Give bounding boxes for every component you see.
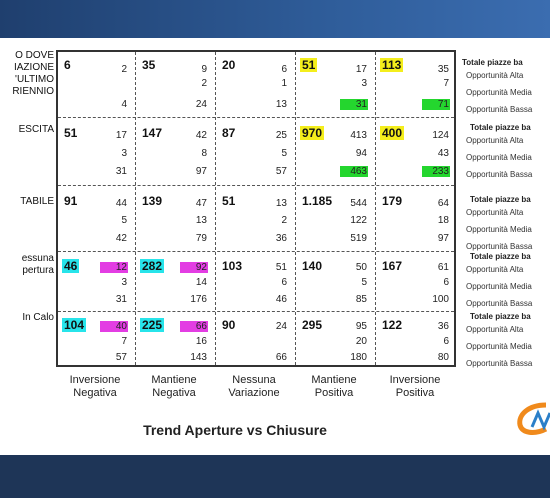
row-label-line: In Calo [22,312,54,323]
cell-opportunity-high: 17 [355,63,367,75]
column-label-4 [294,374,374,400]
cell-opportunity-low: 31 [115,294,127,305]
cell-opportunity-high: 92 [180,262,208,273]
orange-swoosh-logo-icon [516,401,550,437]
cell-opportunity-high: 40 [100,321,128,332]
cell-opportunity-low: 57 [275,166,287,178]
side-legend-heading: Totale piazze ba [470,312,531,321]
side-legend-item: Opportunità Media [466,153,532,162]
row-divider [58,251,454,252]
column-label-2 [134,374,214,400]
cell-opportunity-low: 176 [190,294,207,305]
row-label-2 [0,124,54,136]
side-legend-item: Opportunità Media [466,342,532,351]
cell-opportunity-mid: 5 [281,148,287,160]
cell-opportunity-low: 79 [195,232,207,244]
cell-total: 46 [64,259,78,273]
cell-opportunity-mid: 1 [281,77,287,89]
side-legend-item: Opportunità Media [466,282,532,291]
column-label-line: Positiva [314,387,354,399]
side-legend-heading: Totale piazze ba [470,252,531,261]
column-label-5 [375,374,455,400]
cell-opportunity-mid: 6 [443,335,449,347]
row-divider [58,185,454,186]
cell-total: 91 [64,194,78,208]
cell-opportunity-low: 57 [115,351,127,363]
cell-total: 6 [64,58,71,72]
side-legend-heading: Totale piazze ba [470,195,531,204]
cell-opportunity-low: 233 [422,166,450,177]
cell-opportunity-high: 66 [180,321,208,332]
cell-total: 51 [302,58,316,72]
side-legend-item: Opportunità Alta [466,325,524,334]
cell-opportunity-high: 51 [275,262,287,274]
side-legend-item: Opportunità Media [466,225,532,234]
cell-opportunity-low: 13 [275,98,287,110]
row-divider [58,311,454,312]
cell-opportunity-low: 4 [121,98,127,110]
row-label-line: essuna [21,253,54,264]
cell-opportunity-high: 64 [437,197,449,209]
cell-opportunity-mid: 14 [195,276,207,288]
cell-total: 87 [222,126,236,140]
cell-opportunity-mid: 2 [201,77,207,89]
trend-matrix [56,50,456,367]
cell-opportunity-mid: 18 [437,214,449,226]
row-label-line: 'ULTIMO [15,74,54,85]
column-divider [375,52,376,365]
row-label-line: TABILE [20,196,54,207]
column-label-line: Inversione [389,374,441,386]
cell-opportunity-high: 6 [281,63,287,75]
cell-opportunity-mid: 13 [195,214,207,226]
cell-total: 295 [302,318,323,332]
cell-opportunity-mid: 20 [355,335,367,347]
cell-total: 139 [142,194,163,208]
cell-opportunity-high: 17 [115,130,127,142]
cell-total: 90 [222,318,236,332]
cell-opportunity-high: 25 [275,130,287,142]
cell-opportunity-low: 85 [355,294,367,305]
cell-opportunity-mid: 3 [361,77,367,89]
cell-opportunity-high: 95 [355,321,367,333]
row-label-line: O DOVE [15,50,54,61]
side-legend-item: Opportunità Alta [466,208,524,217]
cell-total: 20 [222,58,236,72]
cell-opportunity-high: 9 [201,63,207,75]
cell-opportunity-mid: 5 [361,276,367,288]
column-label-line: Positiva [395,387,435,399]
cell-total: 35 [142,58,156,72]
cell-opportunity-low: 42 [115,232,127,244]
cell-opportunity-low: 143 [190,351,207,363]
column-label-1 [55,374,135,400]
row-label-3 [0,196,54,208]
column-divider [295,52,296,365]
cell-opportunity-low: 97 [195,166,207,178]
row-label-1 [0,50,54,98]
row-label-line: RIENNIO [12,86,54,97]
row-label-line: pertura [22,265,54,276]
cell-opportunity-high: 12 [100,262,128,273]
cell-opportunity-mid: 6 [443,276,449,288]
row-label-line: IAZIONE [13,62,54,73]
column-label-line: Inversione [69,374,121,386]
cell-opportunity-low: 463 [340,166,368,177]
cell-total: 113 [382,58,402,72]
cell-opportunity-mid: 5 [121,214,127,226]
column-divider [135,52,136,365]
column-divider [215,52,216,365]
cell-total: 400 [382,126,403,140]
cell-opportunity-mid: 7 [443,77,449,89]
cell-total: 1.185 [302,194,333,208]
cell-opportunity-low: 24 [195,98,207,110]
cell-opportunity-high: 47 [195,197,207,209]
cell-total: 140 [302,259,323,273]
cell-opportunity-mid: 16 [195,335,207,347]
cell-total: 51 [222,194,236,208]
cell-opportunity-high: 50 [355,262,367,274]
side-legend-item: Opportunità Bassa [466,170,533,179]
side-legend-item: Opportunità Bassa [466,242,533,251]
bottom-banner [0,455,550,498]
cell-opportunity-low: 31 [115,166,127,178]
row-label-5 [0,312,54,324]
cell-opportunity-high: 2 [121,63,127,75]
column-label-3 [214,374,294,400]
cell-opportunity-high: 24 [275,321,287,333]
side-legend-item: Opportunità Bassa [466,359,533,368]
cell-opportunity-low: 519 [350,232,367,244]
column-label-line: Mantiene [311,374,357,386]
cell-total: 147 [142,126,163,140]
cell-opportunity-low: 180 [350,351,367,363]
cell-opportunity-mid: 122 [350,214,367,226]
cell-opportunity-high: 13 [275,197,287,209]
cell-opportunity-mid: 7 [121,335,127,347]
cell-total: 51 [64,126,78,140]
cell-opportunity-low: 66 [275,351,287,363]
cell-opportunity-low: 36 [275,232,287,244]
cell-opportunity-mid: 2 [281,214,287,226]
side-legend-item: Opportunità Bassa [466,105,533,114]
row-label-4 [0,253,54,277]
row-divider [58,117,454,118]
cell-opportunity-mid: 3 [121,148,127,160]
cell-opportunity-high: 35 [437,63,449,75]
cell-opportunity-high: 42 [195,130,207,142]
cell-total: 122 [382,318,403,332]
slide [0,38,550,455]
cell-opportunity-low: 31 [340,99,368,110]
side-legend-item: Opportunità Alta [466,136,524,145]
column-label-line: Mantiene [151,374,197,386]
cell-total: 179 [382,194,403,208]
cell-opportunity-high: 124 [432,130,449,142]
cell-opportunity-low: 97 [437,232,449,244]
cell-total: 103 [222,259,243,273]
chart-title: Trend Aperture vs Chiusure [143,422,327,438]
cell-total: 225 [142,318,163,332]
top-banner [0,0,550,38]
cell-total: 104 [64,318,85,332]
side-legend-item: Opportunità Bassa [466,299,533,308]
cell-opportunity-mid: 3 [121,276,127,288]
cell-opportunity-low: 100 [432,294,449,305]
cell-opportunity-mid: 43 [437,148,449,160]
column-label-line: Negativa [73,387,117,399]
cell-opportunity-low: 71 [422,99,450,110]
cell-opportunity-mid: 8 [201,148,207,160]
cell-opportunity-low: 80 [437,351,449,363]
cell-opportunity-high: 413 [350,130,367,142]
side-legend-item: Opportunità Media [466,88,532,97]
cell-total: 282 [142,259,163,273]
side-legend-heading: Totale piazze ba [470,123,531,132]
cell-opportunity-mid: 6 [281,276,287,288]
cell-opportunity-high: 36 [437,321,449,333]
cell-opportunity-mid: 94 [355,148,367,160]
column-label-line: Nessuna [232,374,276,386]
cell-opportunity-low: 46 [275,294,287,305]
row-label-line: ESCITA [18,124,54,135]
side-legend-item: Opportunità Alta [466,71,524,80]
side-legend-heading: Totale piazze ba [462,58,523,67]
cell-opportunity-high: 44 [115,197,127,209]
cell-opportunity-high: 544 [350,197,367,209]
side-legend-item: Opportunità Alta [466,265,524,274]
column-label-line: Variazione [228,387,280,399]
cell-opportunity-high: 61 [437,262,449,274]
cell-total: 970 [302,126,323,140]
cell-total: 167 [382,259,403,273]
column-label-line: Negativa [152,387,196,399]
